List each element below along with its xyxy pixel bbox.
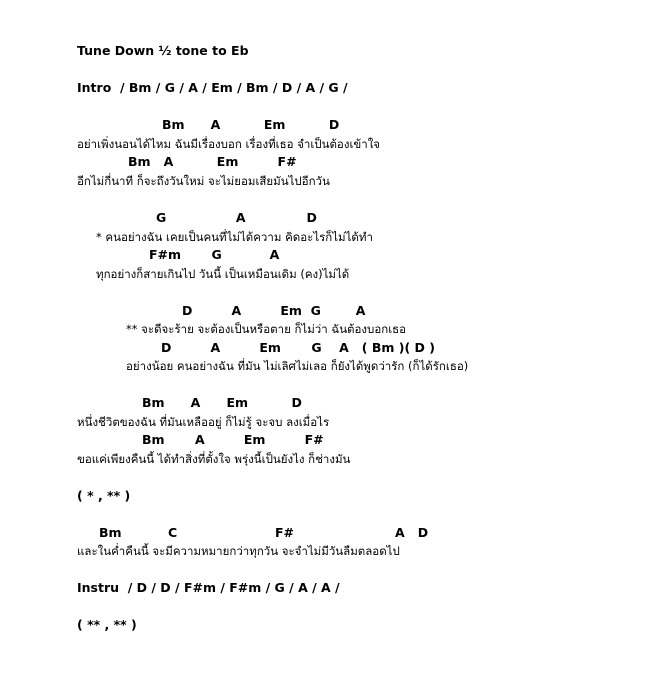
bridge-chord-c: C bbox=[168, 525, 178, 540]
repeat-marker-2: ( ** , ** ) bbox=[77, 617, 137, 632]
verse1-lyric-2: อีกไม่กี่นาที ก็จะถึงวันใหม่ จะไม่ยอมเสียมันไปอีกวัน bbox=[77, 174, 330, 188]
verse2-chords-1: Bm A Em D bbox=[142, 395, 302, 410]
bridge-chord-fsharp: F# bbox=[275, 525, 295, 540]
chorus2-chords-1: D A Em G A bbox=[182, 303, 366, 318]
tuning-note: Tune Down ½ tone to Eb bbox=[77, 43, 249, 58]
chorus1-lyric-2: ทุกอย่างก็สายเกินไป วันนี้ เป็นเหมือนเดิม (คง)ไม่ได้ bbox=[96, 267, 350, 281]
chorus1-lyric-1: * คนอย่างฉัน เคยเป็นคนที่ไม่ได้ความ คิดอะไรก็ไม่ได้ทำ bbox=[96, 230, 373, 244]
verse1-chords-1: Bm A Em D bbox=[162, 117, 340, 132]
chorus2-lyric-1: ** จะดีจะร้าย จะต้องเป็นหรือตาย ก็ไม่ว่า ฉันต้องบอกเธอ bbox=[126, 322, 407, 336]
bridge-lyric: และในค่ำคืนนี้ จะมีความหมายกว่าทุกวัน จะจำไม่มีวันลืมตลอดไป bbox=[77, 544, 400, 558]
intro-line: Intro / Bm / G / A / Em / Bm / D / A / G / bbox=[77, 80, 348, 95]
chorus1-chords-1: G A D bbox=[156, 210, 317, 225]
verse2-lyric-1: หนึ่งชีวิตของฉัน ที่มันเหลืออยู่ ก็ไม่รู้ จะจบ ลงเมื่อไร bbox=[77, 415, 330, 429]
bridge-chord-a-d: A D bbox=[395, 525, 429, 540]
chorus2-lyric-2: อย่างน้อย คนอย่างฉัน ที่มัน ไม่เลิศไม่เลอ ก็ยังได้พูดว่ารัก (ก็ได้รักเธอ) bbox=[126, 359, 469, 373]
chorus1-chords-2: F#m G A bbox=[149, 247, 280, 262]
verse2-lyric-2: ขอแค่เพียงคืนนี้ ได้ทำสิ่งที่ตั้งใจ พรุ่งนี้เป็นยังไง ก็ช่างมัน bbox=[77, 452, 351, 466]
chorus2-chords-2: D A Em G A ( Bm )( D ) bbox=[161, 340, 435, 355]
instrumental-line: Instru / D / D / F#m / F#m / G / A / A / bbox=[77, 580, 340, 595]
bridge-chord-bm: Bm bbox=[99, 525, 122, 540]
verse1-lyric-1: อย่าเพิ่งนอนได้ไหม ฉันมีเรื่องบอก เรื่องที่เธอ จำเป็นต้องเข้าใจ bbox=[77, 137, 381, 151]
verse1-chords-2: Bm A Em F# bbox=[128, 154, 297, 169]
verse2-chords-2: Bm A Em F# bbox=[142, 432, 324, 447]
repeat-marker-1: ( * , ** ) bbox=[77, 488, 131, 503]
